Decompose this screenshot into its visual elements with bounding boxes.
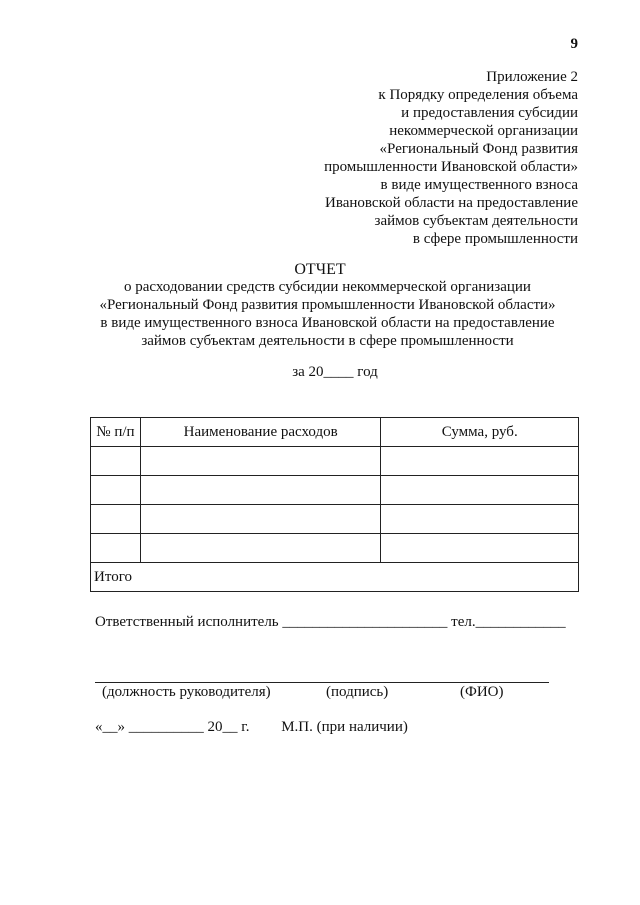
table-row xyxy=(91,476,579,505)
date-field: «__» __________ 20__ г. xyxy=(95,719,250,735)
subtitle-line: в виде имущественного взноса Ивановской области на предоставление xyxy=(100,315,555,331)
expenses-table xyxy=(90,417,579,592)
cell-expense-name[interactable] xyxy=(140,534,381,563)
subtitle-line: «Региональный Фонд развития промышленности Ивановской области» xyxy=(99,297,556,313)
cell-number[interactable] xyxy=(91,476,141,505)
seal-note: М.П. (при наличии) xyxy=(281,719,408,735)
header-amount: Сумма, руб. xyxy=(381,418,579,447)
caption-signature: (подпись) xyxy=(326,684,389,700)
appendix-line: Ивановской области на предоставление xyxy=(325,195,578,211)
page-number: 9 xyxy=(570,36,578,52)
cell-amount[interactable] xyxy=(381,534,579,563)
appendix-line: Приложение 2 xyxy=(486,69,578,85)
report-period: за 20____ год xyxy=(292,364,378,380)
table-total-row xyxy=(91,563,579,592)
appendix-line: в сфере промышленности xyxy=(412,231,578,247)
table-row xyxy=(91,534,579,563)
appendix-line: в виде имущественного взноса xyxy=(380,177,578,193)
appendix-line: некоммерческой организации xyxy=(389,123,578,139)
cell-expense-name[interactable] xyxy=(140,505,381,534)
report-subtitle xyxy=(40,278,615,350)
caption-full-name: (ФИО) xyxy=(460,684,504,700)
cell-expense-name[interactable] xyxy=(140,447,381,476)
header-expense-name: Наименование расходов xyxy=(140,418,381,447)
table-header-row xyxy=(91,418,579,447)
appendix-block xyxy=(324,68,578,248)
header-number: № п/п xyxy=(91,418,141,447)
date-seal-line xyxy=(95,719,408,736)
appendix-line: промышленности Ивановской области» xyxy=(324,159,578,175)
appendix-line: и предоставления субсидии xyxy=(401,105,578,121)
cell-amount[interactable] xyxy=(381,476,579,505)
appendix-line: займов субъектам деятельности xyxy=(374,213,578,229)
responsible-executor-line: Ответственный исполнитель ______________________ тел.____________ xyxy=(95,614,566,630)
cell-expense-name[interactable] xyxy=(140,476,381,505)
cell-amount[interactable] xyxy=(381,447,579,476)
subtitle-line: займов субъектам деятельности в сфере промышленности xyxy=(141,333,514,349)
cell-number[interactable] xyxy=(91,505,141,534)
subtitle-line: о расходовании средств субсидии некоммерческой организации xyxy=(124,279,531,295)
signature-underline xyxy=(95,682,549,683)
report-title: ОТЧЕТ xyxy=(294,261,346,278)
table-row xyxy=(91,447,579,476)
table-row xyxy=(91,505,579,534)
cell-number[interactable] xyxy=(91,447,141,476)
cell-amount[interactable] xyxy=(381,505,579,534)
cell-number[interactable] xyxy=(91,534,141,563)
total-label: Итого xyxy=(91,563,579,592)
appendix-line: к Порядку определения объема xyxy=(378,87,578,103)
appendix-line: «Региональный Фонд развития xyxy=(379,141,578,157)
caption-position: (должность руководителя) xyxy=(102,684,271,700)
